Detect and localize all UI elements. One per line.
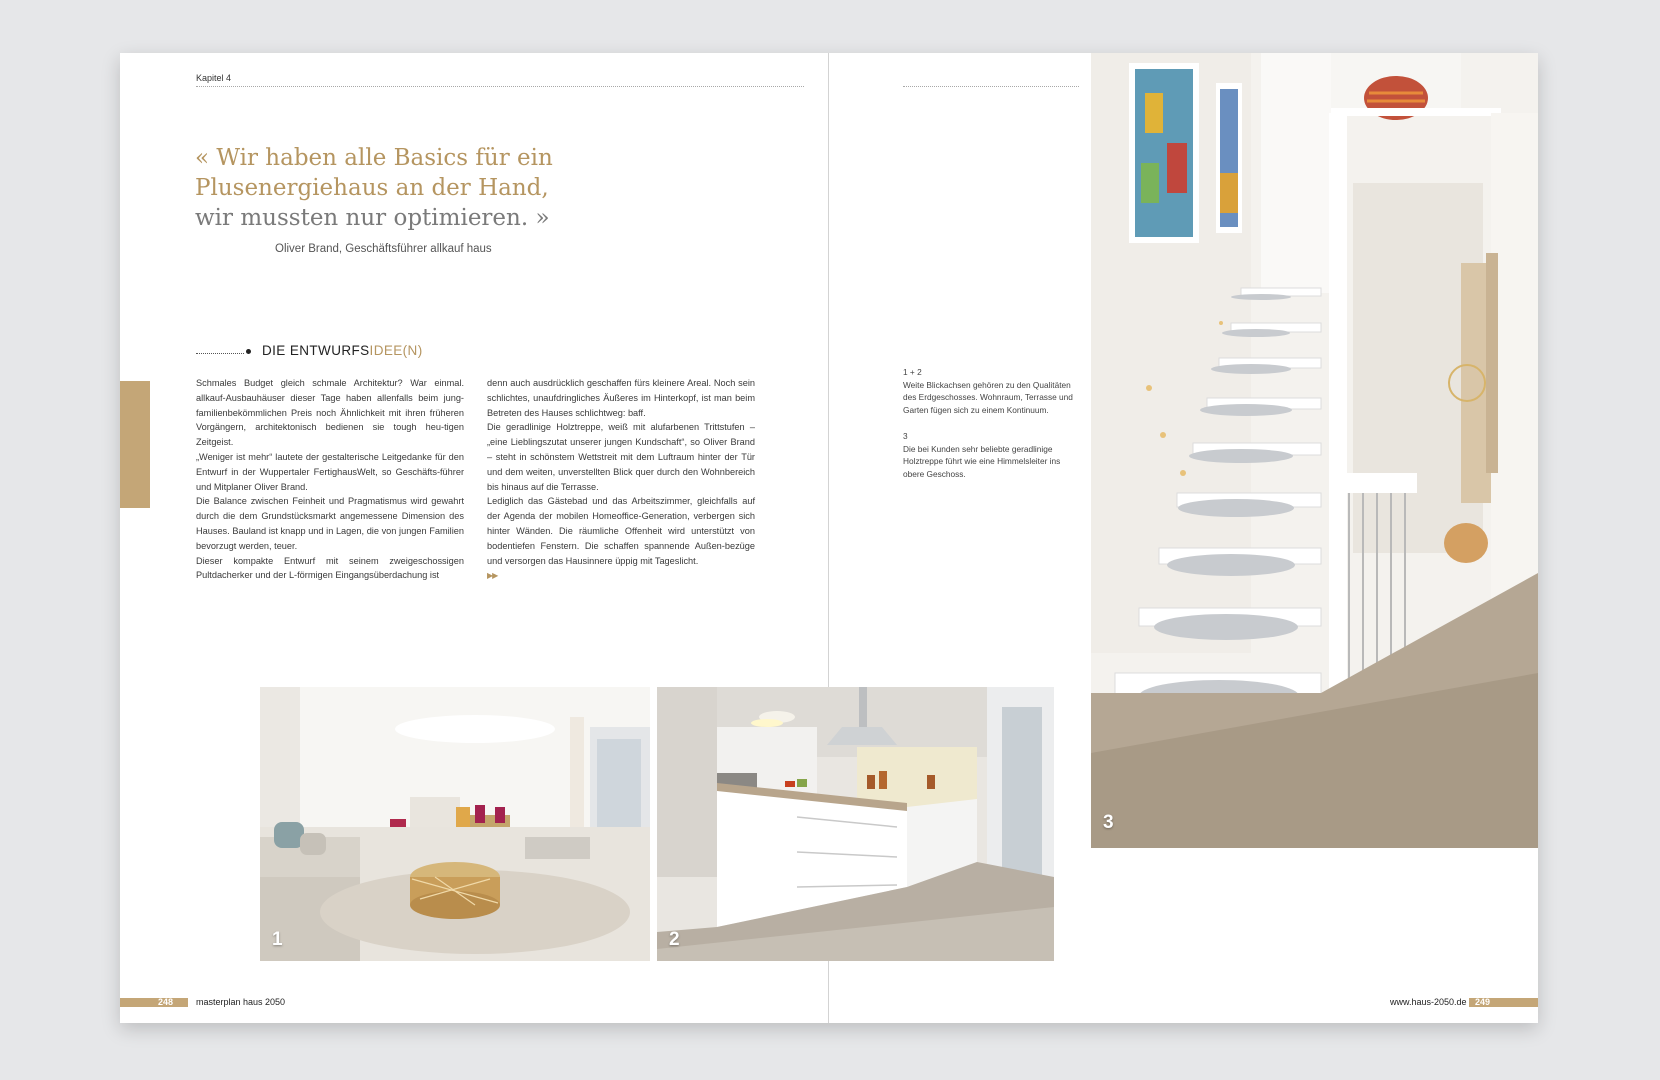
heading-bullet-icon [246, 349, 251, 354]
heading-dark-part: DIE ENTWURFS [262, 343, 370, 358]
staircase-photo [1091, 53, 1538, 848]
quote-author: Oliver Brand, Geschäftsführer allkauf haus [275, 243, 492, 255]
paragraph: „Weniger ist mehr“ lautete der gestalterische Leitgedanke für den Entwurf in der Wuppertaler FertighausWelt, so Geschäfts-führer und Mitplaner Oliver Brand. [196, 451, 464, 492]
quote-grey-text: wir mussten nur optimieren. [195, 205, 529, 231]
caption-text: Die bei Kunden sehr beliebte geradlinige Holztreppe führt wie eine Himmelsleiter ins obere Geschoss. [903, 443, 1061, 479]
quote-close-mark: » [535, 205, 550, 231]
page-number-left: 248 [158, 997, 174, 1007]
side-tab-marker [120, 381, 150, 508]
photo-captions [903, 366, 1073, 494]
staircase-illustration [1091, 53, 1538, 848]
heading-dotted-rule [196, 353, 244, 354]
body-column-2 [487, 376, 755, 584]
header-rule [196, 86, 804, 87]
paragraph: Die Balance zwischen Feinheit und Pragmatismus wird gewahrt durch die dem Grundstücksmarkt angemessene Dimension des Hauses. Bauland ist knapp und in Lagen, die von jungen Familien bevorzugt werden, teuer. [196, 496, 464, 551]
paragraph: Schmales Budget gleich schmale Architektur? War einmal. allkauf-Ausbauhäuser dieser Tage haben allenfalls beim jung-familienbekömmlichen Preis noch Ähnlichkeit mit ihren früheren Vorgängern, architektonisch bedienen sie tough heu-tigen Zeitgeist. [196, 378, 464, 448]
photo-number: 2 [669, 929, 680, 950]
paragraph: Lediglich das Gästebad und das Arbeitszimmer, gleichfalls auf der Agenda der mobilen Homeoffice-Generation, verbergen sich hinter Wänden. Die räumliche Offenheit wird unterstützt von bodentiefen Fenstern. Die schaffen spannende Außen-bezüge und versorgen das Hausinnere üppig mit Tageslicht. [487, 496, 755, 566]
section-heading [262, 343, 423, 358]
body-column-1 [196, 376, 464, 583]
caption [903, 366, 1073, 416]
photo-number: 3 [1103, 812, 1114, 833]
continue-arrows-icon: ▶▶ [487, 571, 498, 581]
pull-quote [195, 143, 575, 233]
heading-gold-part: IDEE(N) [369, 343, 423, 358]
caption-number: 1 + 2 [903, 367, 922, 377]
chapter-label: Kapitel 4 [196, 73, 232, 83]
quote-open-mark: « [195, 145, 210, 171]
page-number-right: 249 [1475, 997, 1491, 1007]
paragraph: Dieser kompakte Entwurf mit seinem zweigeschossigen Pultdacherker und der L-förmigen Eingangsüberdachung ist [196, 555, 464, 581]
folio-bar-left [120, 998, 188, 1007]
website-url: www.haus-2050.de [1390, 997, 1467, 1007]
living-room-photo [260, 687, 650, 961]
magazine-spread [120, 53, 1538, 1023]
quote-gold-text: Wir haben alle Basics für ein Plusenergiehaus an der Hand, [195, 145, 553, 201]
paragraph: denn auch ausdrücklich geschaffen fürs kleinere Areal. Noch sein schlichtes, unaufdringliches Äußeres im Hinterkopf, ist man beim Betreten des Hauses schlichtweg: baff. [487, 378, 755, 418]
header-rule [903, 86, 1079, 87]
caption-text: Weite Blickachsen gehören zu den Qualitäten des Erdgeschosses. Wohnraum, Terrasse und Garten fügen sich zu einem Kontinuum. [903, 379, 1073, 415]
publication-title: masterplan haus 2050 [196, 997, 286, 1007]
caption-number: 3 [903, 431, 908, 441]
living-room-illustration [260, 687, 650, 961]
caption [903, 430, 1073, 480]
photo-number: 1 [272, 929, 283, 950]
paragraph: Die geradlinige Holztreppe, weiß mit alufarbenen Trittstufen – „eine Lieblingszutat unserer jungen Kundschaft“, so Oliver Brand – steht in schönstem Wettstreit mit dem Luftraum hinter der Tür und dem weiten, unverstellten Blick quer durch den Wohnbereich bis hinaus auf die Terrasse. [487, 422, 755, 492]
